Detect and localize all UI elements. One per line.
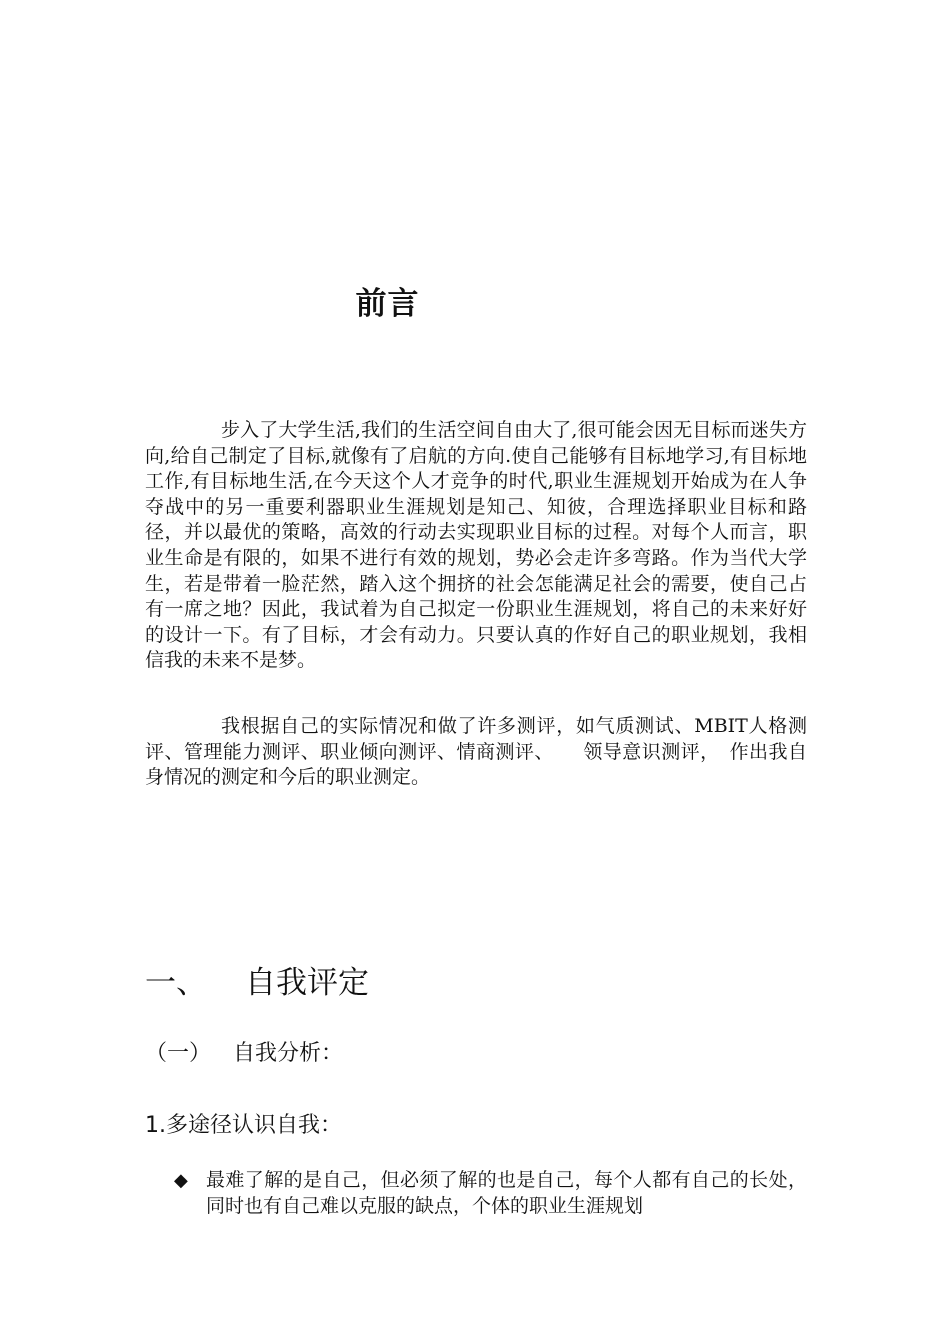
preface-paragraph-1: 步入了大学生活,我们的生活空间自由大了,很可能会因无目标而迷失方向,给自己制定了目标,就像有了启航的方向.使自己能够有目标地学习,有目标地工作,有目标地生活,在今天这个人才竞争的时代,职业生涯规划开始成为在人争夺战中的另一重要利器职业生涯规划是知己、知彼，合理选择职业目标和路径，并以最优的策略，高效的行动去实现职业目标的过程。对每个人而言，职业生命是有限的，如果不进行有效的规划，势必会走许多弯路。作为当代大学生，若是带着一脸茫然，踏入这个拥挤的社会怎能满足社会的需要，使自己占有一席之地？因此，我试着为自己拟定一份职业生涯规划，将自己的未来好好的设计一下。有了目标，才会有动力。只要认真的作好自己的职业规划，我相信我的未来不是梦。: [145, 419, 807, 672]
section-number: 一、: [145, 965, 207, 1001]
subsection-title: 自我分析：: [233, 1041, 344, 1066]
diamond-bullet-icon: ◆: [174, 1170, 188, 1191]
section-heading: [145, 957, 369, 1002]
subsection-number: （一）: [145, 1041, 212, 1066]
section-title: 自我评定: [245, 965, 369, 1001]
subsection-heading: [145, 1036, 343, 1067]
item-heading: 1.多途径认识自我：: [145, 1113, 342, 1138]
preface-title: 前言: [355, 286, 420, 322]
bullet-text: 最难了解的是自己，但必须了解的也是自己，每个人都有自己的长处，同时也有自己难以克服的缺点，个体的职业生涯规划: [206, 1169, 807, 1217]
preface-paragraph-2: 我根据自己的实际情况和做了许多测评，如气质测试、MBIT人格测评、管理能力测评、职业倾向测评、情商测评、 领导意识测评， 作出我自身情况的测定和今后的职业测定。: [145, 715, 807, 789]
